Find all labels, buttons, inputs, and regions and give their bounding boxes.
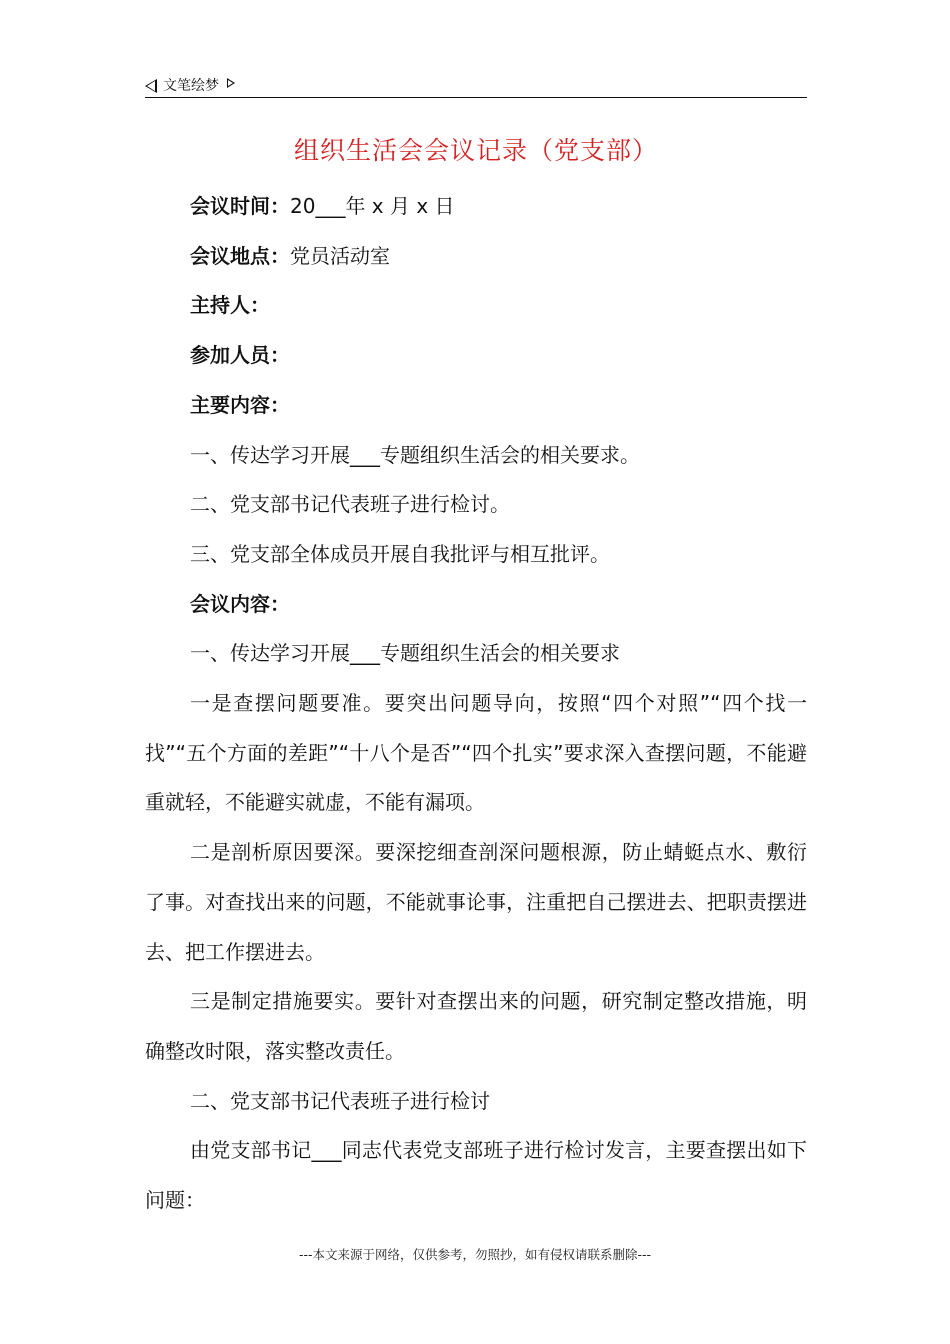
header-divider <box>145 97 807 98</box>
page-header <box>145 74 807 98</box>
meta-label: 主持人： <box>190 293 270 318</box>
meta-location <box>145 232 807 282</box>
meta-attendees <box>145 331 807 381</box>
meta-value: 20___年 x 月 x 日 <box>290 194 455 218</box>
agenda-item: 二、党支部书记代表班子进行检讨。 <box>190 492 510 517</box>
triangle-right-icon <box>227 78 235 88</box>
paragraph: 三是制定措施要实。要针对查摆出来的问题，研究制定整改措施，明确整改时限，落实整改责任。 <box>145 989 807 1063</box>
meta-label: 主要内容： <box>190 392 290 417</box>
triangle-left-icon <box>145 79 157 93</box>
meta-main-content <box>145 381 807 431</box>
document-body <box>145 182 807 1226</box>
meta-label: 会议地点： <box>190 243 290 268</box>
header-brand: 文笔绘梦 <box>163 78 219 94</box>
meta-label: 参加人员： <box>190 343 290 368</box>
paragraph: 二是剖析原因要深。要深挖细查剖深问题根源，防止蜻蜓点水、敷衍了事。对查找出来的问题，不能就事论事，注重把自己摆进去、把职责摆进去、把工作摆进去。 <box>145 840 807 964</box>
paragraph: 由党支部书记___同志代表党支部班子进行检讨发言，主要查摆出如下问题： <box>145 1138 807 1213</box>
agenda-item: 一、传达学习开展___专题组织生活会的相关要求。 <box>190 442 640 467</box>
meta-value: 党员活动室 <box>290 243 390 268</box>
section-heading: 一、传达学习开展___专题组织生活会的相关要求 <box>190 641 620 666</box>
meeting-content-heading <box>145 580 807 630</box>
document-title: 组织生活会会议记录（党支部） <box>293 136 658 165</box>
section-label: 会议内容： <box>190 591 290 616</box>
meta-time <box>145 182 807 232</box>
agenda-item: 三、党支部全体成员开展自我批评与相互批评。 <box>190 541 610 566</box>
footer-notice: ---本文来源于网络，仅供参考，勿照抄，如有侵权请联系删除--- <box>298 1247 652 1262</box>
paragraph: 一是查摆问题要准。要突出问题导向，按照“四个对照”“四个找一找”“五个方面的差距”“十八个是否”“四个扎实”要求深入查摆问题，不能避重就轻，不能避实就虚，不能有漏项。 <box>145 691 807 815</box>
meta-host <box>145 281 807 331</box>
section-heading: 二、党支部书记代表班子进行检讨 <box>190 1088 490 1113</box>
meta-label: 会议时间： <box>190 194 290 218</box>
